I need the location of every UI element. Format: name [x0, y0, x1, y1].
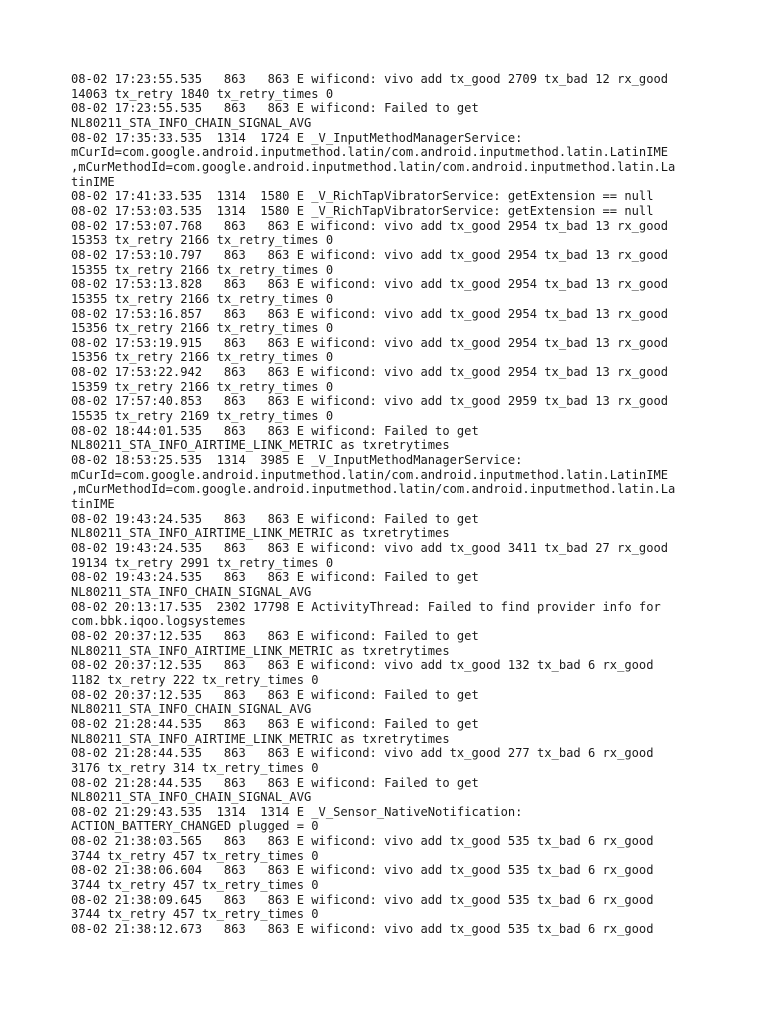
- log-line: 19134 tx_retry 2991 tx_retry_times 0: [71, 555, 334, 570]
- log-line: 08-02 17:53:22.942 863 863 E wificond: vivo add tx_good 2954 tx_bad 13 rx_good: [71, 365, 669, 380]
- log-line: 08-02 17:53:10.797 863 863 E wificond: vivo add tx_good 2954 tx_bad 13 rx_good: [71, 247, 669, 262]
- log-line: 3744 tx_retry 457 tx_retry_times 0: [71, 907, 319, 922]
- log-line: 08-02 21:38:06.604 863 863 E wificond: vivo add tx_good 535 tx_bad 6 rx_good: [71, 863, 654, 878]
- log-line: 08-02 19:43:24.535 863 863 E wificond: Failed to get: [71, 511, 479, 526]
- log-line: mCurId=com.google.android.inputmethod.latin/com.android.inputmethod.latin.LatinIME: [71, 145, 669, 160]
- log-line: 08-02 17:53:03.535 1314 1580 E _V_RichTapVibratorService: getExtension == null: [71, 203, 654, 218]
- log-line: 08-02 17:53:07.768 863 863 E wificond: vivo add tx_good 2954 tx_bad 13 rx_good: [71, 218, 669, 233]
- log-line: tinIME: [71, 497, 115, 512]
- log-line: 3744 tx_retry 457 tx_retry_times 0: [71, 878, 319, 893]
- log-line: 08-02 17:41:33.535 1314 1580 E _V_RichTapVibratorService: getExtension == null: [71, 189, 654, 204]
- log-line: NL80211_STA_INFO_CHAIN_SIGNAL_AVG: [71, 702, 312, 717]
- log-line: 15355 tx_retry 2166 tx_retry_times 0: [71, 262, 334, 277]
- log-line: ,mCurMethodId=com.google.android.inputmethod.latin/com.android.inputmethod.latin.La: [71, 159, 676, 174]
- log-line: 08-02 21:28:44.535 863 863 E wificond: Failed to get: [71, 775, 479, 790]
- log-line: NL80211_STA_INFO_CHAIN_SIGNAL_AVG: [71, 115, 312, 130]
- log-line: 08-02 17:57:40.853 863 863 E wificond: vivo add tx_good 2959 tx_bad 13 rx_good: [71, 394, 669, 409]
- log-line: 3176 tx_retry 314 tx_retry_times 0: [71, 760, 319, 775]
- log-line: 15356 tx_retry 2166 tx_retry_times 0: [71, 350, 334, 365]
- log-line: 15355 tx_retry 2166 tx_retry_times 0: [71, 291, 334, 306]
- log-line: NL80211_STA_INFO_AIRTIME_LINK_METRIC as txretrytimes: [71, 643, 450, 658]
- log-line: 3744 tx_retry 457 tx_retry_times 0: [71, 848, 319, 863]
- log-line: 08-02 17:23:55.535 863 863 E wificond: vivo add tx_good 2709 tx_bad 12 rx_good: [71, 72, 669, 86]
- log-line: NL80211_STA_INFO_CHAIN_SIGNAL_AVG: [71, 584, 312, 599]
- log-line: 08-02 17:53:19.915 863 863 E wificond: vivo add tx_good 2954 tx_bad 13 rx_good: [71, 335, 669, 350]
- log-line: 14063 tx_retry 1840 tx_retry_times 0: [71, 86, 334, 101]
- log-line: 08-02 17:53:16.857 863 863 E wificond: vivo add tx_good 2954 tx_bad 13 rx_good: [71, 306, 669, 321]
- log-line: 15353 tx_retry 2166 tx_retry_times 0: [71, 233, 334, 248]
- log-line: 08-02 21:29:43.535 1314 1314 E _V_Sensor_NativeNotification:: [71, 804, 523, 819]
- log-line: 08-02 21:28:44.535 863 863 E wificond: Failed to get: [71, 716, 479, 731]
- log-line: 08-02 19:43:24.535 863 863 E wificond: vivo add tx_good 3411 tx_bad 27 rx_good: [71, 541, 669, 555]
- log-line: com.bbk.iqoo.logsystemes: [71, 614, 246, 629]
- log-line: 08-02 21:38:12.673 863 863 E wificond: vivo add tx_good 535 tx_bad 6 rx_good: [71, 922, 654, 937]
- log-line: 08-02 18:44:01.535 863 863 E wificond: Failed to get: [71, 423, 479, 438]
- log-line: 08-02 18:53:25.535 1314 3985 E _V_InputMethodManagerService:: [71, 453, 523, 468]
- log-line: mCurId=com.google.android.inputmethod.latin/com.android.inputmethod.latin.LatinIME: [71, 467, 669, 482]
- log-line: 08-02 20:37:12.535 863 863 E wificond: vivo add tx_good 132 tx_bad 6 rx_good: [71, 658, 654, 673]
- log-line: ,mCurMethodId=com.google.android.inputmethod.latin/com.android.inputmethod.latin.La: [71, 482, 676, 497]
- log-line: 08-02 21:28:44.535 863 863 E wificond: vivo add tx_good 277 tx_bad 6 rx_good: [71, 746, 654, 761]
- log-line: 15535 tx_retry 2169 tx_retry_times 0: [71, 409, 334, 424]
- log-line: 08-02 19:43:24.535 863 863 E wificond: Failed to get: [71, 570, 479, 585]
- log-line: tinIME: [71, 174, 115, 189]
- log-line: NL80211_STA_INFO_AIRTIME_LINK_METRIC as txretrytimes: [71, 526, 450, 541]
- log-line: 1182 tx_retry 222 tx_retry_times 0: [71, 672, 319, 687]
- log-line: 08-02 21:38:09.645 863 863 E wificond: vivo add tx_good 535 tx_bad 6 rx_good: [71, 892, 654, 907]
- log-line: 08-02 20:37:12.535 863 863 E wificond: Failed to get: [71, 687, 479, 702]
- log-line: 08-02 20:13:17.535 2302 17798 E ActivityThread: Failed to find provider info for: [71, 599, 661, 614]
- log-line: 15359 tx_retry 2166 tx_retry_times 0: [71, 379, 334, 394]
- log-line: NL80211_STA_INFO_AIRTIME_LINK_METRIC as txretrytimes: [71, 438, 450, 453]
- log-line: 08-02 20:37:12.535 863 863 E wificond: Failed to get: [71, 628, 479, 643]
- log-line: 08-02 17:23:55.535 863 863 E wificond: Failed to get: [71, 101, 479, 116]
- log-line: 08-02 17:53:13.828 863 863 E wificond: vivo add tx_good 2954 tx_bad 13 rx_good: [71, 277, 669, 292]
- log-line: 08-02 17:35:33.535 1314 1724 E _V_InputMethodManagerService:: [71, 130, 523, 145]
- log-line: NL80211_STA_INFO_CHAIN_SIGNAL_AVG: [71, 790, 312, 805]
- log-line: NL80211_STA_INFO_AIRTIME_LINK_METRIC as txretrytimes: [71, 731, 450, 746]
- log-text-block: [71, 72, 711, 937]
- log-line: 15356 tx_retry 2166 tx_retry_times 0: [71, 321, 334, 336]
- log-line: ACTION_BATTERY_CHANGED plugged = 0: [71, 819, 319, 834]
- log-line: 08-02 21:38:03.565 863 863 E wificond: vivo add tx_good 535 tx_bad 6 rx_good: [71, 834, 654, 849]
